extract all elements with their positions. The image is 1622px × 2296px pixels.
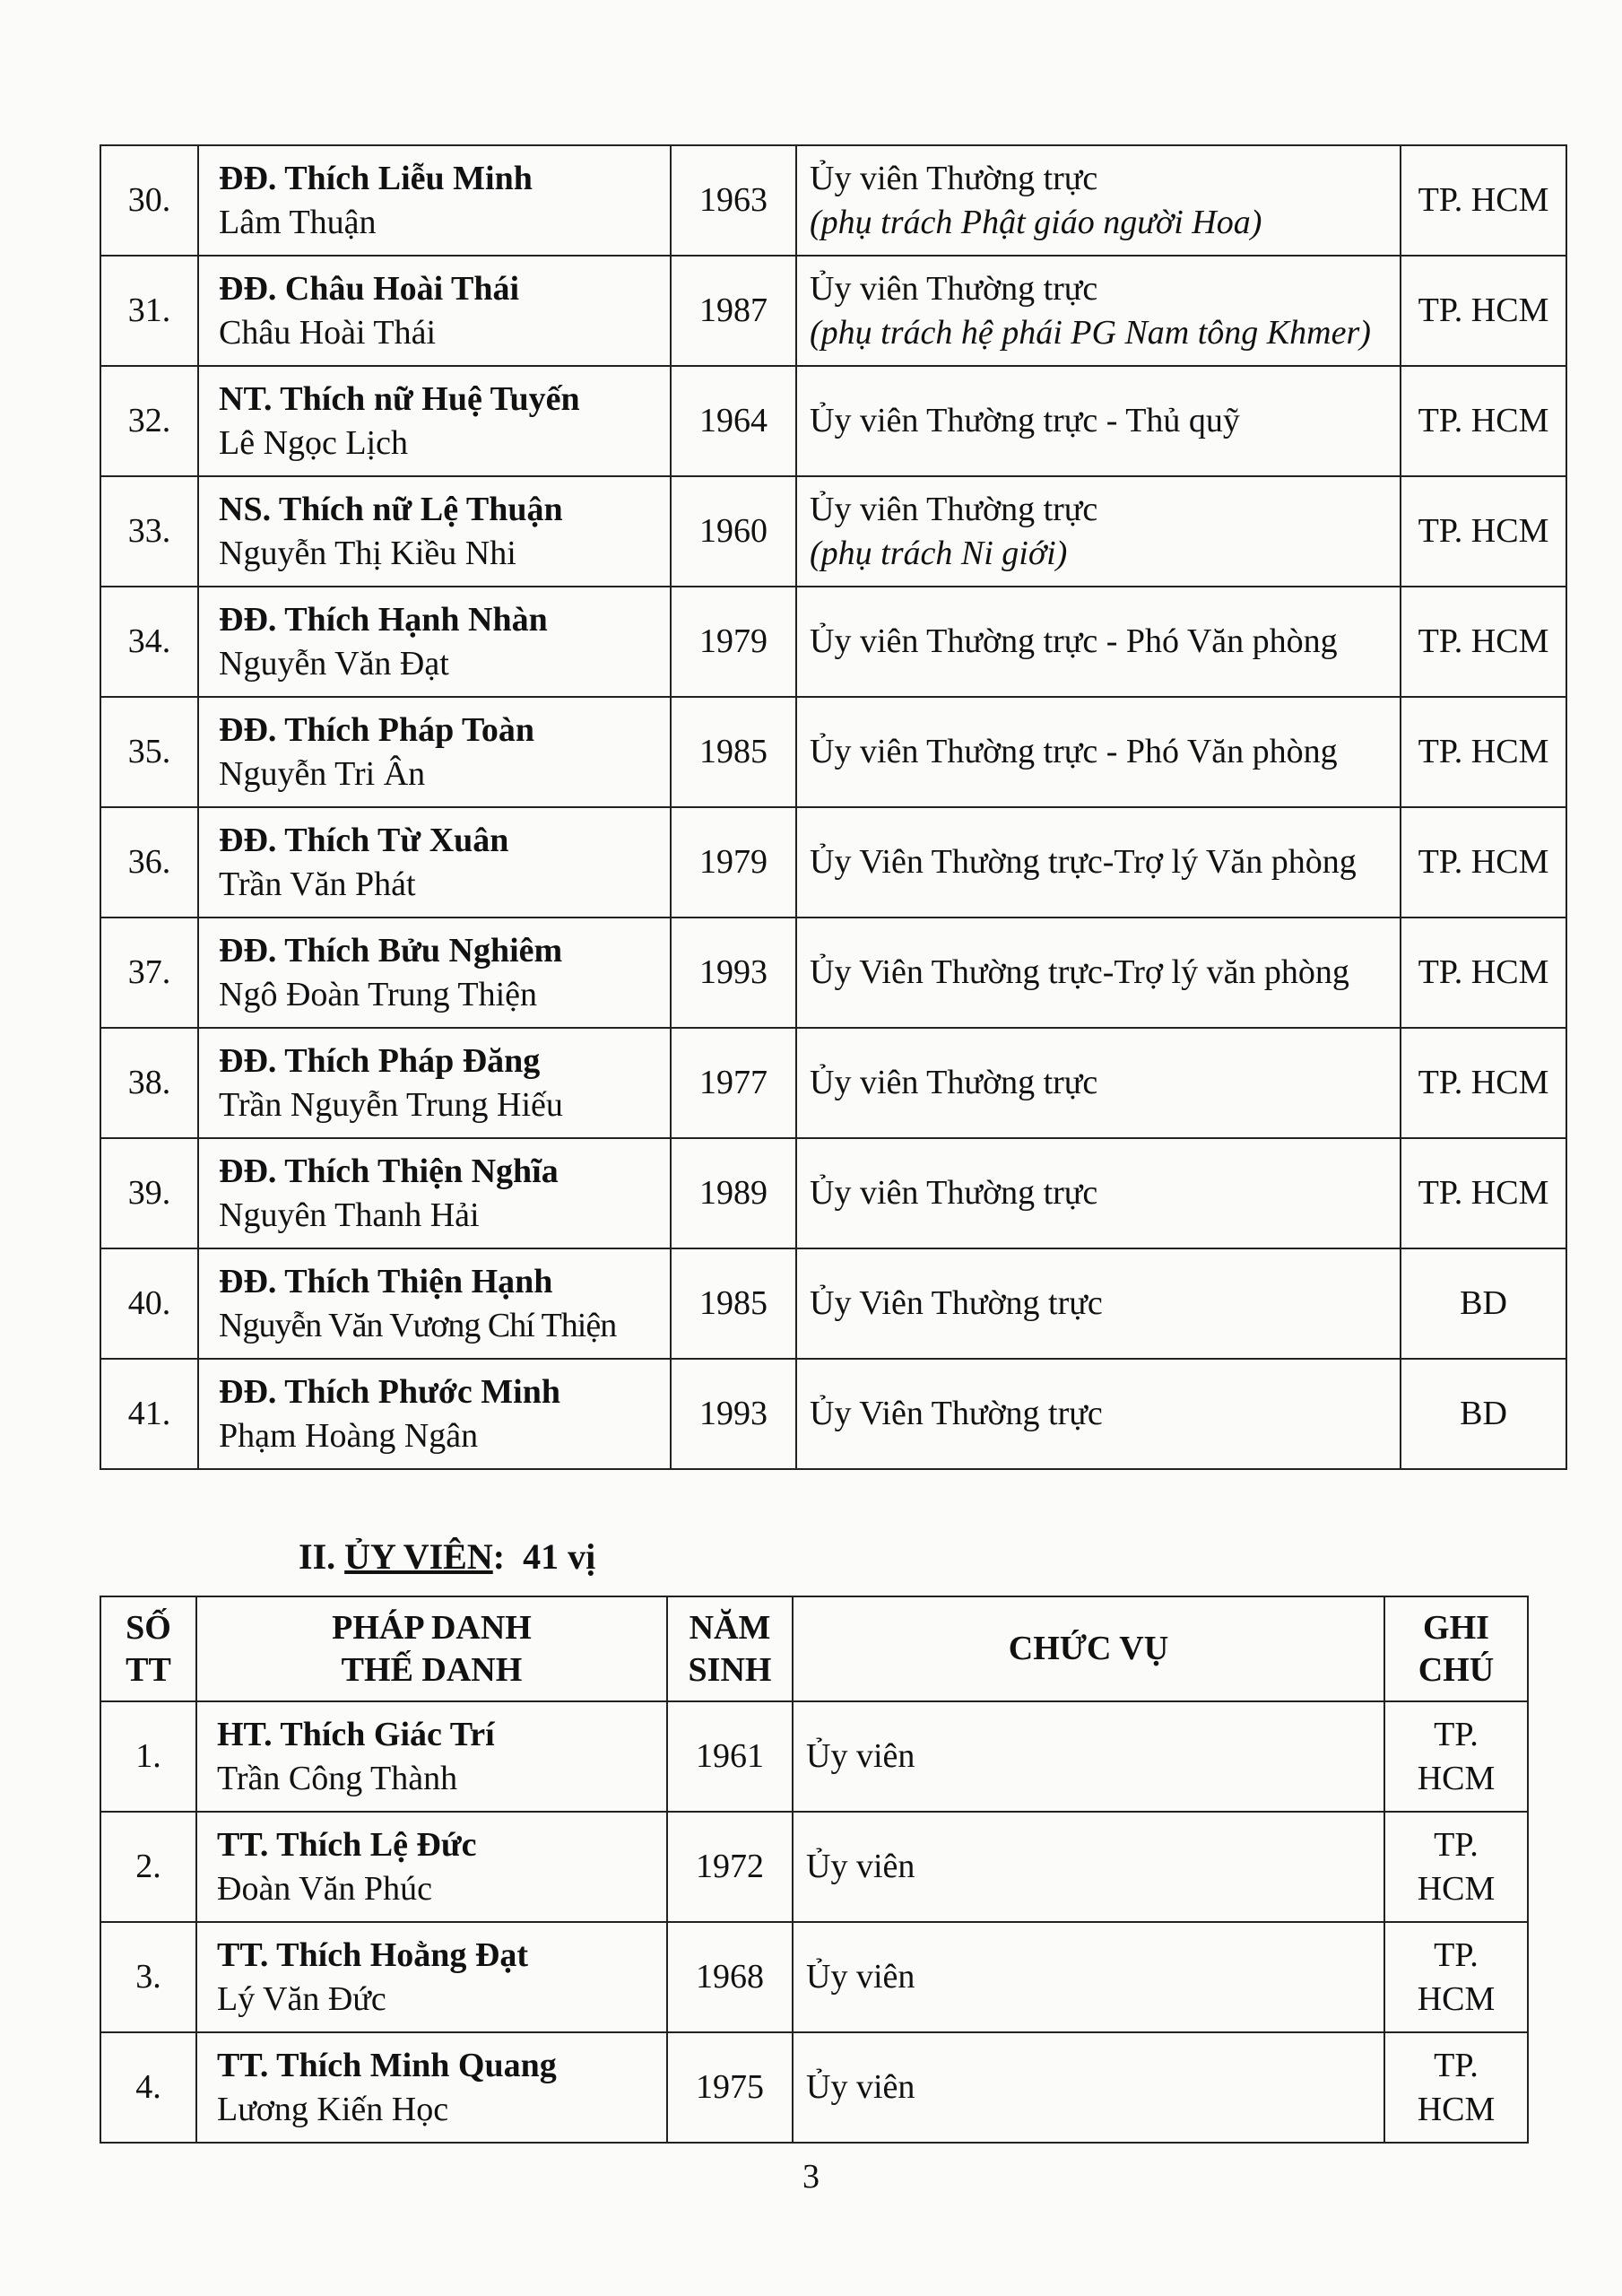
position-cell [796,1028,1401,1138]
table-row [100,918,1566,1028]
table-row [100,1701,1528,1812]
birth-year: 1985 [671,1248,796,1359]
position-note: (phụ trách hệ phái PG Nam tông Khmer) [810,313,1371,352]
position: Ủy viên Thường trực [810,269,1098,308]
position: Ủy viên Thường trực - Phó Văn phòng [810,622,1338,660]
row-number: 35. [100,697,198,807]
secular-name: Lâm Thuận [219,203,377,241]
row-number: 3. [100,1922,196,2032]
note: TP. HCM [1384,1922,1528,2032]
row-number: 30. [100,145,198,256]
secular-name: Châu Hoài Thái [219,313,437,352]
dharma-name: TT. Thích Lệ Đức [217,1825,477,1864]
birth-year: 1979 [671,807,796,918]
position-cell [796,918,1401,1028]
header-name [196,1596,667,1701]
name-cell [198,366,671,476]
note: TP. HCM [1401,807,1566,918]
table-row [100,587,1566,697]
header-name-line2: THẾ DANH [341,1650,523,1689]
table-row [100,1812,1528,1922]
dharma-name: ĐĐ. Thích Liễu Minh [219,159,533,197]
table-row [100,1359,1566,1469]
header-year-line1: NĂM [689,1608,771,1647]
dharma-name: ĐĐ. Thích Thiện Hạnh [219,1262,553,1300]
position-cell [796,1248,1401,1359]
position: Ủy viên Thường trực [810,1064,1098,1101]
birth-year: 1977 [671,1028,796,1138]
birth-year: 1968 [667,1922,793,2032]
dharma-name: TT. Thích Minh Quang [217,2046,557,2084]
row-number: 37. [100,918,198,1028]
header-year [667,1596,793,1701]
name-cell [198,918,671,1028]
row-number: 32. [100,366,198,476]
section-roman-numeral: II. [299,1536,336,1577]
row-number: 40. [100,1248,198,1359]
note: TP. HCM [1401,1028,1566,1138]
note: TP. HCM [1401,1138,1566,1248]
header-tt-line1: SỐ [126,1608,171,1647]
birth-year: 1993 [671,918,796,1028]
birth-year: 1961 [667,1701,793,1812]
birth-year: 1985 [671,697,796,807]
birth-year: 1963 [671,145,796,256]
birth-year: 1993 [671,1359,796,1469]
position: Ủy viên Thường trực [810,490,1098,528]
birth-year: 1975 [667,2032,793,2143]
row-number: 4. [100,2032,196,2143]
note: TP. HCM [1401,256,1566,366]
secular-name: Trần Văn Phát [219,865,416,903]
note: TP. HCM [1384,2032,1528,2143]
row-number: 2. [100,1812,196,1922]
position-cell [796,366,1401,476]
row-number: 33. [100,476,198,587]
name-cell [196,1812,667,1922]
table-row [100,1922,1528,2032]
position-cell [796,1138,1401,1248]
birth-year: 1987 [671,256,796,366]
position: Ủy viên Thường trực - Phó Văn phòng [810,733,1338,770]
secular-name: Trần Công Thành [217,1759,458,1797]
name-cell [198,145,671,256]
position: Ủy Viên Thường trực-Trợ lý Văn phòng [810,843,1357,881]
secular-name: Nguyễn Thị Kiều Nhi [219,534,516,572]
name-cell [198,807,671,918]
row-number: 1. [100,1701,196,1812]
name-cell [196,1701,667,1812]
position: Ủy viên Thường trực [810,1174,1098,1212]
position-cell [796,807,1401,918]
birth-year: 1964 [671,366,796,476]
note: TP. HCM [1401,697,1566,807]
position: Ủy viên [793,1922,1384,2032]
section-title: ỦY VIÊN [344,1536,493,1577]
position: Ủy viên Thường trực [810,159,1098,197]
dharma-name: TT. Thích Hoằng Đạt [217,1935,529,1974]
secular-name: Đoàn Văn Phúc [217,1869,432,1908]
dharma-name: ĐĐ. Châu Hoài Thái [219,269,520,308]
row-number: 31. [100,256,198,366]
table-row [100,145,1566,256]
position-cell [796,145,1401,256]
dharma-name: ĐĐ. Thích Bửu Nghiêm [219,931,563,970]
section-heading [299,1535,595,1578]
dharma-name: ĐĐ. Thích Phước Minh [219,1372,560,1411]
name-cell [198,1248,671,1359]
row-number: 39. [100,1138,198,1248]
name-cell [198,1359,671,1469]
dharma-name: ĐĐ. Thích Pháp Toàn [219,710,535,749]
note: BD [1401,1248,1566,1359]
table-row [100,366,1566,476]
name-cell [198,1138,671,1248]
position-cell [796,587,1401,697]
birth-year: 1989 [671,1138,796,1248]
dharma-name: NS. Thích nữ Lệ Thuận [219,490,563,528]
table-header-row [100,1596,1528,1701]
table-row [100,1028,1566,1138]
position-note: (phụ trách Ni giới) [810,534,1068,572]
name-cell [196,2032,667,2143]
row-number: 36. [100,807,198,918]
header-note [1384,1596,1528,1701]
table-row [100,476,1566,587]
note: TP. HCM [1401,476,1566,587]
name-cell [198,256,671,366]
table-row [100,2032,1528,2143]
position: Ủy Viên Thường trực [810,1284,1103,1322]
table-row [100,807,1566,918]
secular-name: Nguyễn Văn Vương Chí Thiện [219,1306,617,1344]
header-year-line2: SINH [688,1650,772,1689]
secular-name: Lý Văn Đức [217,1979,386,2018]
note: TP. HCM [1401,587,1566,697]
row-number: 41. [100,1359,198,1469]
dharma-name: HT. Thích Giác Trí [217,1715,495,1753]
header-tt-line2: TT [126,1650,171,1689]
position-cell [796,476,1401,587]
position: Ủy viên [793,1812,1384,1922]
secular-name: Nguyễn Văn Đạt [219,644,449,683]
note: TP. HCM [1384,1701,1528,1812]
position-cell [796,256,1401,366]
note: TP. HCM [1401,366,1566,476]
secular-name: Trần Nguyễn Trung Hiếu [219,1085,563,1124]
position: Ủy Viên Thường trực [810,1395,1103,1432]
section-count: 41 vị [523,1536,596,1577]
secular-name: Nguyễn Tri Ân [219,754,426,793]
note: TP. HCM [1401,145,1566,256]
position: Ủy viên [793,2032,1384,2143]
secular-name: Ngô Đoàn Trung Thiện [219,975,538,1013]
name-cell [198,1028,671,1138]
secular-name: Lương Kiến Học [217,2090,449,2128]
secular-name: Nguyên Thanh Hải [219,1196,480,1234]
header-position: CHỨC VỤ [793,1596,1384,1701]
position-cell [796,697,1401,807]
standing-committee-table [100,144,1567,1470]
name-cell [198,476,671,587]
birth-year: 1979 [671,587,796,697]
dharma-name: ĐĐ. Thích Từ Xuân [219,821,509,859]
position-note: (phụ trách Phật giáo người Hoa) [810,203,1262,241]
position: Ủy viên [793,1701,1384,1812]
note: TP. HCM [1384,1812,1528,1922]
header-tt [100,1596,196,1701]
page-number: 3 [802,2158,820,2196]
position: Ủy viên Thường trực - Thủ quỹ [810,402,1240,439]
secular-name: Lê Ngọc Lịch [219,423,409,462]
secular-name: Phạm Hoàng Ngân [219,1416,479,1455]
row-number: 34. [100,587,198,697]
name-cell [198,587,671,697]
row-number: 38. [100,1028,198,1138]
table-row [100,256,1566,366]
dharma-name: ĐĐ. Thích Pháp Đăng [219,1041,541,1080]
position: Ủy Viên Thường trực-Trợ lý văn phòng [810,953,1349,991]
header-note-line2: CHÚ [1418,1650,1495,1689]
table-row [100,1248,1566,1359]
note: TP. HCM [1401,918,1566,1028]
position-cell [796,1359,1401,1469]
dharma-name: NT. Thích nữ Huệ Tuyến [219,379,580,418]
birth-year: 1972 [667,1812,793,1922]
dharma-name: ĐĐ. Thích Thiện Nghĩa [219,1152,559,1190]
dharma-name: ĐĐ. Thích Hạnh Nhàn [219,600,548,639]
name-cell [196,1922,667,2032]
header-note-line1: GHI [1423,1608,1489,1647]
note: BD [1401,1359,1566,1469]
members-table [100,1596,1529,2144]
section-colon: : [492,1536,506,1577]
table-row [100,697,1566,807]
table-row [100,1138,1566,1248]
name-cell [198,697,671,807]
birth-year: 1960 [671,476,796,587]
header-name-line1: PHÁP DANH [332,1608,532,1647]
